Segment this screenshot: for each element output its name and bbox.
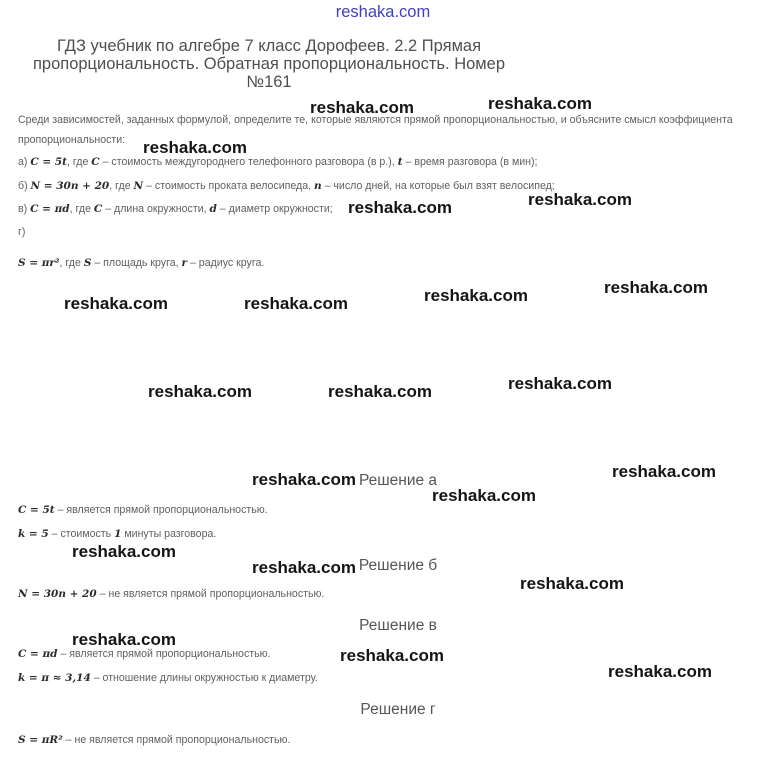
watermark: reshaka.com [424, 286, 528, 305]
text-segment: – является прямой пропорциональностью. [54, 504, 268, 516]
site-link[interactable]: reshaka.com [335, 3, 431, 21]
math-variable: S [83, 257, 92, 269]
watermark: reshaka.com [72, 542, 176, 561]
watermark: reshaka.com [143, 138, 247, 157]
page-title-line-2: пропорциональность. Обратная пропорциональность. Номер [32, 55, 505, 73]
text-segment: – радиус круга. [187, 257, 265, 269]
math-formula: S = πr² [18, 257, 60, 269]
item-label: в) [18, 203, 31, 215]
watermark: reshaka.com [340, 646, 444, 665]
math-formula: C = 5t [30, 156, 67, 168]
watermark: reshaka.com [528, 190, 632, 209]
text-segment: пропорциональности: [18, 134, 126, 146]
text-segment: – время разговора (в мин); [402, 156, 538, 168]
math-variable: N [133, 180, 144, 192]
solution-b-heading: Решение б [358, 557, 438, 574]
math-variable: r [181, 257, 188, 269]
watermark: reshaka.com [148, 382, 252, 401]
solution-b-line-1 [18, 587, 324, 601]
math-variable: C [91, 156, 100, 168]
task-item-d-label [18, 225, 25, 239]
watermark: reshaka.com [488, 94, 592, 113]
math-formula: N = 30n + 20 [30, 180, 110, 192]
text-segment: – число дней, на которые был взят велосипед; [321, 180, 555, 192]
watermark: reshaka.com [608, 662, 712, 681]
text-segment: – не является прямой пропорциональностью. [96, 588, 325, 600]
watermark: reshaka.com [520, 574, 624, 593]
watermark: reshaka.com [72, 630, 176, 649]
math-variable: n [313, 180, 322, 192]
watermark: reshaka.com [612, 462, 716, 481]
page-title-line-1: ГДЗ учебник по алгебре 7 класс Дорофеев. 2.2 Прямая [56, 37, 482, 55]
math-variable: C [93, 203, 103, 215]
math-variable: d [209, 203, 217, 215]
watermark: reshaka.com [348, 198, 452, 217]
watermark: reshaka.com [252, 470, 356, 489]
text-segment: – является прямой пропорциональностью. [57, 648, 271, 660]
text-segment: – длина окружности, [102, 203, 210, 215]
watermark: reshaka.com [64, 294, 168, 313]
math-formula: C = 5t [18, 504, 55, 516]
watermark: reshaka.com [328, 382, 432, 401]
solution-a-line-2 [18, 527, 216, 541]
text-segment: – стоимость междугороднего телефонного разговора (в р.), [99, 156, 398, 168]
text-segment: – площадь круга, [91, 257, 182, 269]
text-segment: , где [69, 203, 94, 215]
math-formula: k = π ≈ 3,14 [18, 672, 91, 684]
item-label: б) [18, 180, 31, 192]
math-number: 1 [114, 528, 122, 540]
watermark: reshaka.com [252, 558, 356, 577]
solution-d-heading: Решение г [360, 701, 436, 718]
text-segment: минуты разговора. [121, 528, 217, 540]
task-item-c [18, 202, 333, 216]
text-segment: , где [59, 257, 84, 269]
solution-d-line-1 [18, 733, 290, 747]
watermark: reshaka.com [508, 374, 612, 393]
task-item-a [18, 155, 538, 169]
math-formula: C = πd [30, 203, 70, 215]
math-formula: S = πR² [18, 734, 63, 746]
text-segment: , где [109, 180, 134, 192]
solution-a-line-1 [18, 503, 268, 517]
page-title-line-3: №161 [246, 73, 292, 91]
math-variable: t [397, 156, 403, 168]
math-formula: N = 30n + 20 [18, 588, 97, 600]
task-intro-line-2 [18, 133, 125, 147]
solution-c-line-2 [18, 671, 318, 685]
text-segment: – диаметр окружности; [216, 203, 333, 215]
text-segment: , где [67, 156, 92, 168]
text-segment: – стоимость проката велосипеда, [143, 180, 314, 192]
text-segment: – отношение длины окружностью к диаметру. [90, 672, 318, 684]
math-formula: k = 5 [18, 528, 49, 540]
math-formula: C = πd [18, 648, 58, 660]
page-title [0, 37, 538, 91]
item-label: а) [18, 156, 31, 168]
text-segment: Среди зависимостей, заданных формулой, определите те, которые являются прямой пропорциональностью, и объясните смысл коэффициента [18, 114, 733, 126]
watermark: reshaka.com [244, 294, 348, 313]
solution-c-heading: Решение в [359, 617, 437, 634]
solution-a-heading: Решение а [358, 472, 438, 489]
text-segment: – не является прямой пропорциональностью. [62, 734, 291, 746]
task-item-b [18, 179, 555, 193]
item-label: г) [18, 226, 26, 238]
task-item-d [18, 256, 264, 270]
text-segment: – стоимость [48, 528, 115, 540]
watermark: reshaka.com [310, 98, 414, 117]
watermark: reshaka.com [432, 486, 536, 505]
watermark: reshaka.com [604, 278, 708, 297]
